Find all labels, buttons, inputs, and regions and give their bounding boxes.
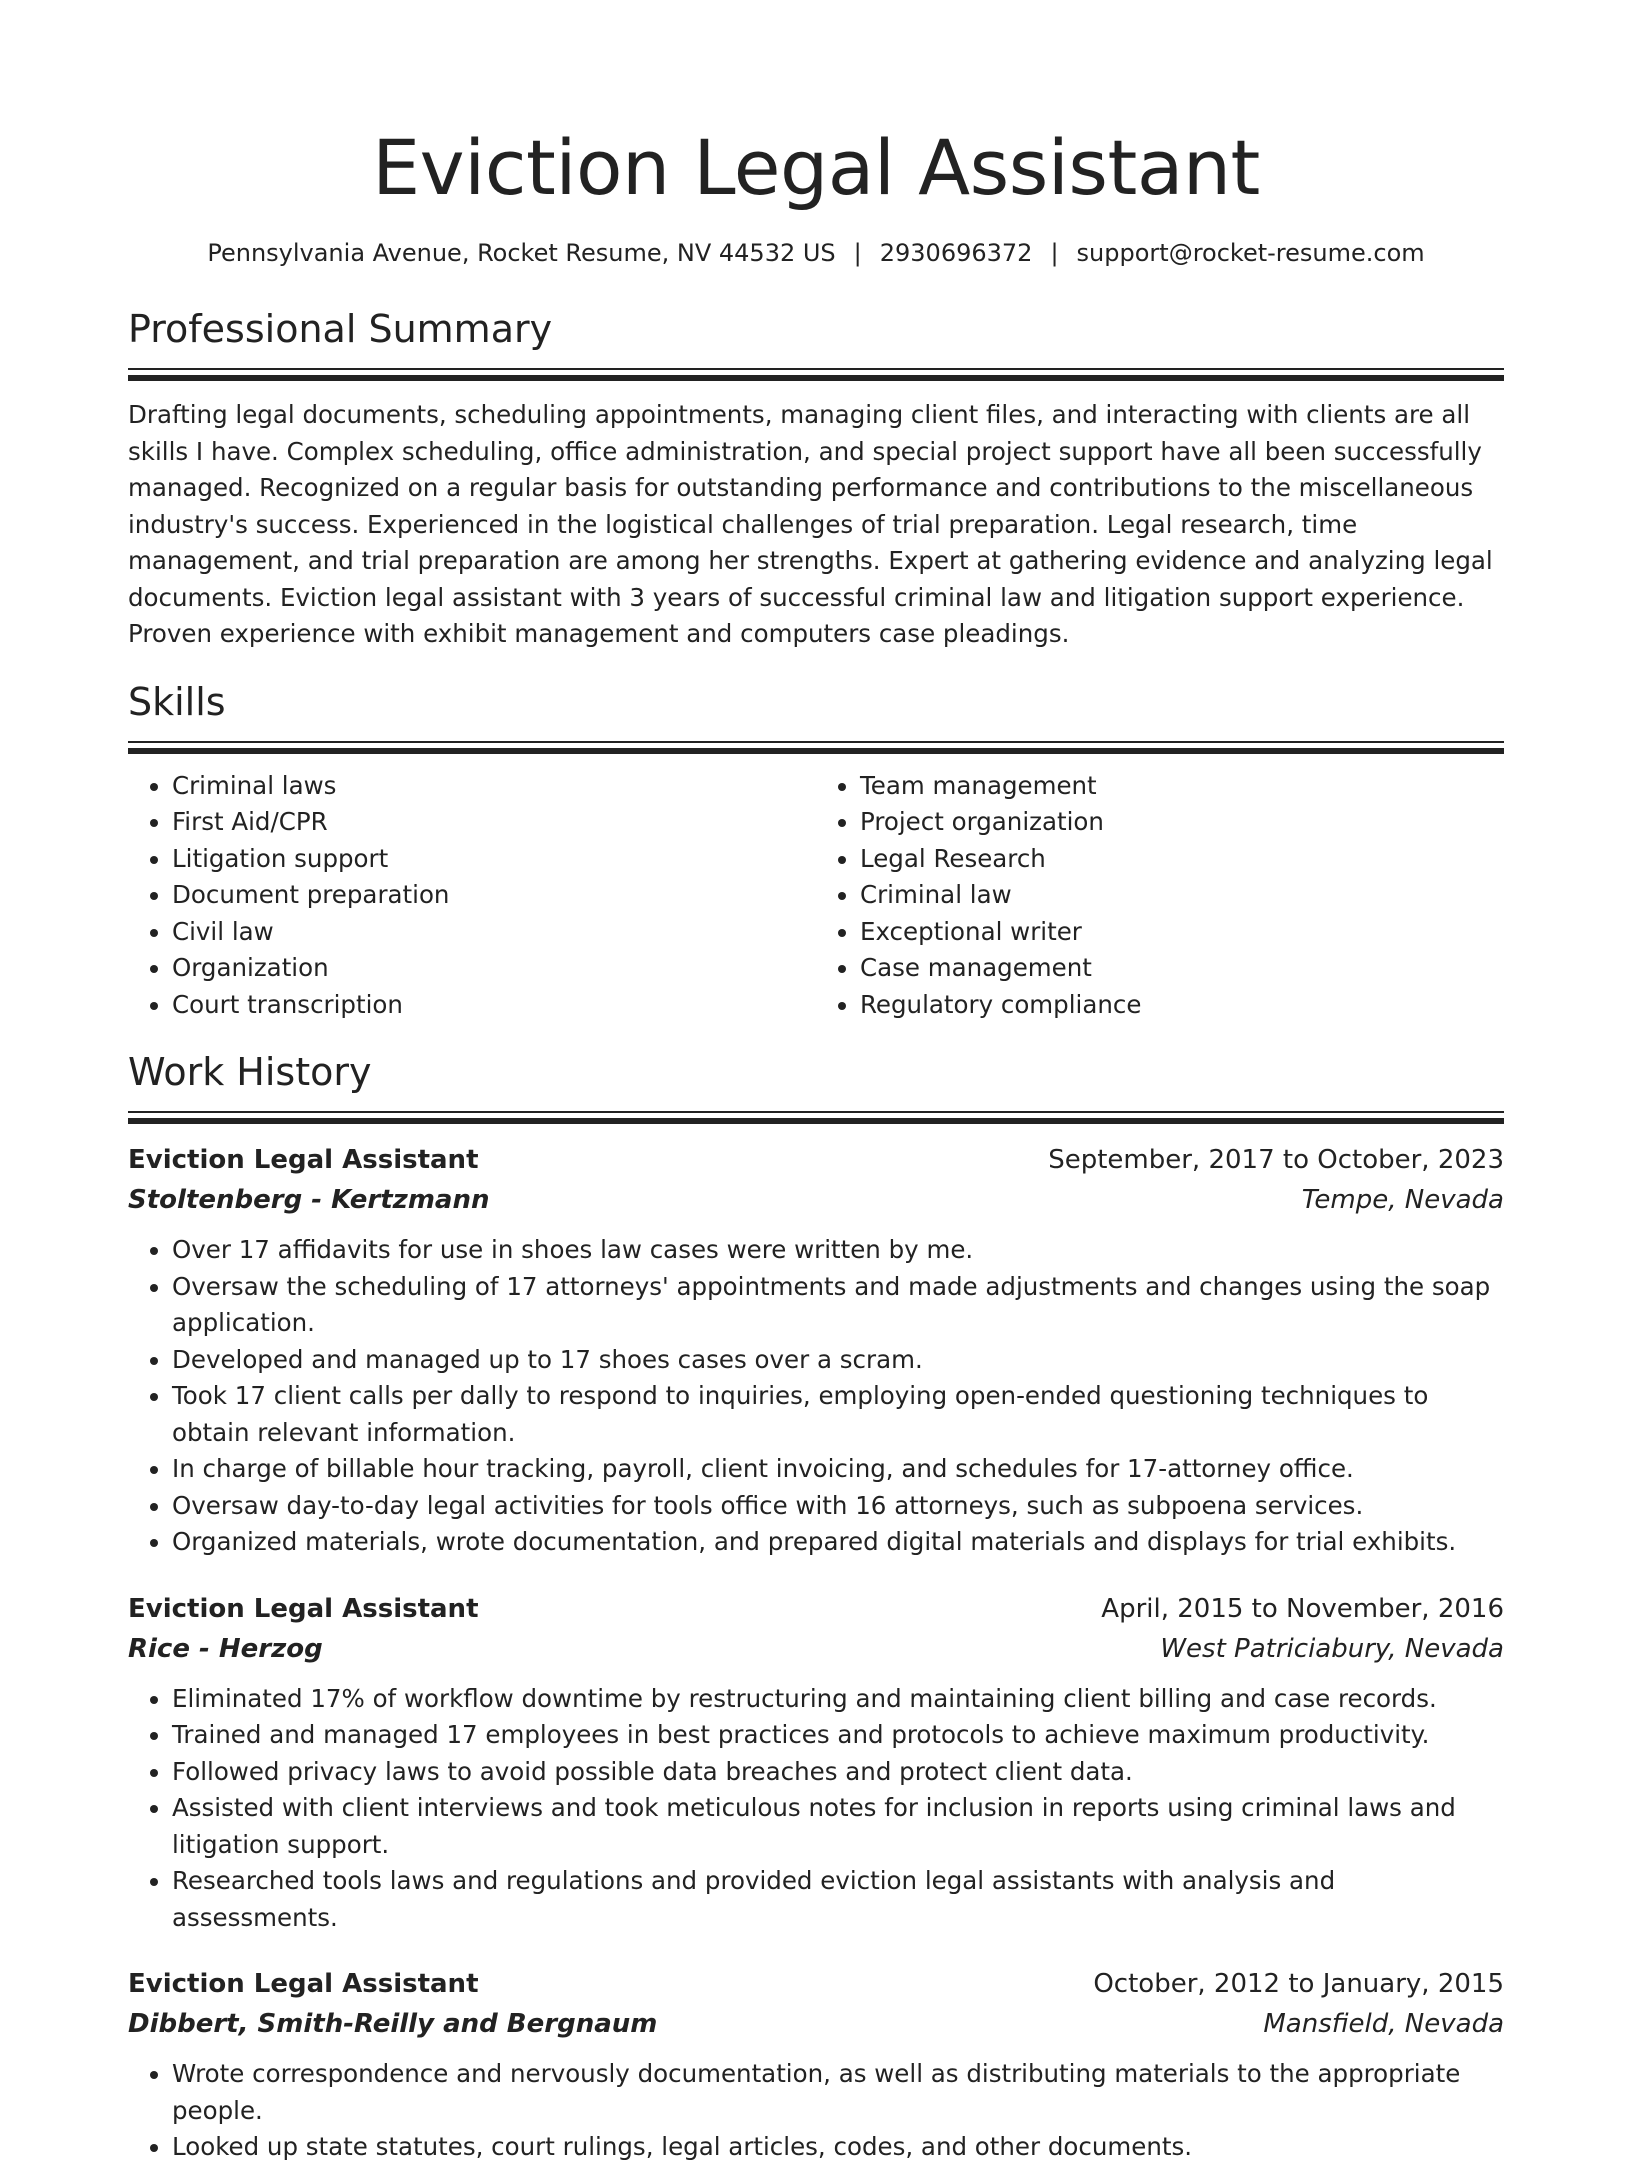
skill-item: • Exceptional writer <box>860 914 1504 951</box>
section-divider <box>128 368 1504 370</box>
job-company: Stoltenberg - Kertzmann <box>128 1185 490 1215</box>
job-bullets <box>128 2056 1504 2166</box>
skill-item: • Document preparation <box>172 877 816 914</box>
job-bullet: • Developed and managed up to 17 shoes cases over a scram. <box>172 1342 1504 1379</box>
job-company: Rice - Herzog <box>128 1633 323 1664</box>
job-bullet: • In charge of billable hour tracking, payroll, client invoicing, and schedules for 17-attorney office. <box>172 1451 1504 1488</box>
skill-item: • Criminal law <box>860 877 1504 914</box>
job-dates: October, 2012 to January, 2015 <box>1093 1969 1504 1999</box>
job-bullet: • Looked up state statutes, court rulings, legal articles, codes, and other documents. <box>172 2129 1504 2166</box>
job-location: Mansfield, Nevada <box>1263 2009 1504 2039</box>
job-location: Tempe, Nevada <box>1301 1185 1504 1215</box>
section-divider <box>128 1111 1504 1113</box>
job-title: Eviction Legal Assistant <box>128 1969 479 1999</box>
job-bullet: • Trained and managed 17 employees in best practices and protocols to achieve maximum productivity. <box>172 1717 1504 1754</box>
skills-list-left <box>128 768 816 1024</box>
work-history-section <box>128 1049 1504 2166</box>
section-divider-thick <box>128 1118 1504 1124</box>
section-divider <box>128 741 1504 743</box>
job-bullet: • Eliminated 17% of workflow downtime by restructuring and maintaining client billing and case records. <box>172 1681 1504 1718</box>
job-bullet: • Followed privacy laws to avoid possible data breaches and protect client data. <box>172 1754 1504 1791</box>
job-entry <box>128 1589 1504 1937</box>
work-history-heading: Work History <box>128 1050 372 1094</box>
skill-item: • Team management <box>860 768 1504 805</box>
job-bullet: • Assisted with client interviews and took meticulous notes for inclusion in reports using criminal laws and litigation support. <box>172 1790 1504 1863</box>
job-bullet: • Wrote correspondence and nervously documentation, as well as distributing materials to the appropriate people. <box>172 2056 1504 2129</box>
skill-item: • Legal Research <box>860 841 1504 878</box>
job-dates: September, 2017 to October, 2023 <box>1048 1145 1504 1175</box>
job-bullets <box>128 1681 1504 1937</box>
skill-item: • Litigation support <box>172 841 816 878</box>
resume-page <box>128 0 1504 2166</box>
job-bullets <box>128 1232 1504 1561</box>
job-title: Eviction Legal Assistant <box>128 1145 479 1175</box>
job-company: Dibbert, Smith-Reilly and Bergnaum <box>128 2009 658 2039</box>
job-entry <box>128 1964 1504 2166</box>
job-bullet: • Oversaw the scheduling of 17 attorneys' appointments and made adjustments and changes using the soap application. <box>172 1269 1504 1342</box>
job-bullet: • Researched tools laws and regulations and provided eviction legal assistants with analysis and assessments. <box>172 1863 1504 1936</box>
summary-section <box>128 306 1504 653</box>
skill-item: • Court transcription <box>172 987 816 1024</box>
resume-name: Eviction Legal Assistant <box>372 123 1260 212</box>
skills-columns <box>128 768 1504 1024</box>
section-divider-thick <box>128 748 1504 754</box>
job-entry <box>128 1140 1504 1561</box>
skills-section <box>128 679 1504 1024</box>
section-divider-thick <box>128 375 1504 381</box>
summary-text: Drafting legal documents, scheduling appointments, managing client files, and interacting with clients are all skills I have. Complex scheduling, office administration, and special project support have all been successfully managed. Recognized on a regular basis for outstanding performance and contributions to the miscellaneous industry's success. Experienced in the logistical challenges of trial preparation. Legal research, time management, and trial preparation are among her strengths. Expert at gathering evidence and analyzing legal documents. Eviction legal assistant with 3 years of successful criminal law and litigation support experience. Proven experience with exhibit management and computers case pleadings. <box>128 400 1493 648</box>
contact-phone: 2930696372 <box>879 239 1033 267</box>
contact-address: Pennsylvania Avenue, Rocket Resume, NV 44532 US <box>207 239 836 267</box>
skill-item: • First Aid/CPR <box>172 804 816 841</box>
skill-item: • Regulatory compliance <box>860 987 1504 1024</box>
job-title: Eviction Legal Assistant <box>128 1593 479 1624</box>
contact-line <box>128 238 1504 268</box>
job-bullet: • Took 17 client calls per dally to respond to inquiries, employing open-ended questioning techniques to obtain relevant information. <box>172 1378 1504 1451</box>
job-bullet: • Oversaw day-to-day legal activities for tools office with 16 attorneys, such as subpoena services. <box>172 1488 1504 1525</box>
job-dates: April, 2015 to November, 2016 <box>1101 1593 1504 1624</box>
skill-item: • Organization <box>172 950 816 987</box>
job-location: West Patriciabury, Nevada <box>1160 1633 1504 1664</box>
summary-heading: Professional Summary <box>128 307 553 351</box>
skills-heading: Skills <box>128 679 226 724</box>
skills-list-right <box>816 768 1504 1024</box>
job-bullet: • Organized materials, wrote documentation, and prepared digital materials and displays for trial exhibits. <box>172 1524 1504 1561</box>
contact-email: support@rocket-resume.com <box>1076 239 1425 267</box>
skill-item: • Project organization <box>860 804 1504 841</box>
skill-item: • Civil law <box>172 914 816 951</box>
skill-item: • Criminal laws <box>172 768 816 805</box>
contact-separator: | <box>1050 239 1059 267</box>
job-bullet: • Over 17 affidavits for use in shoes law cases were written by me. <box>172 1232 1504 1269</box>
contact-separator: | <box>853 239 862 267</box>
skill-item: • Case management <box>860 950 1504 987</box>
